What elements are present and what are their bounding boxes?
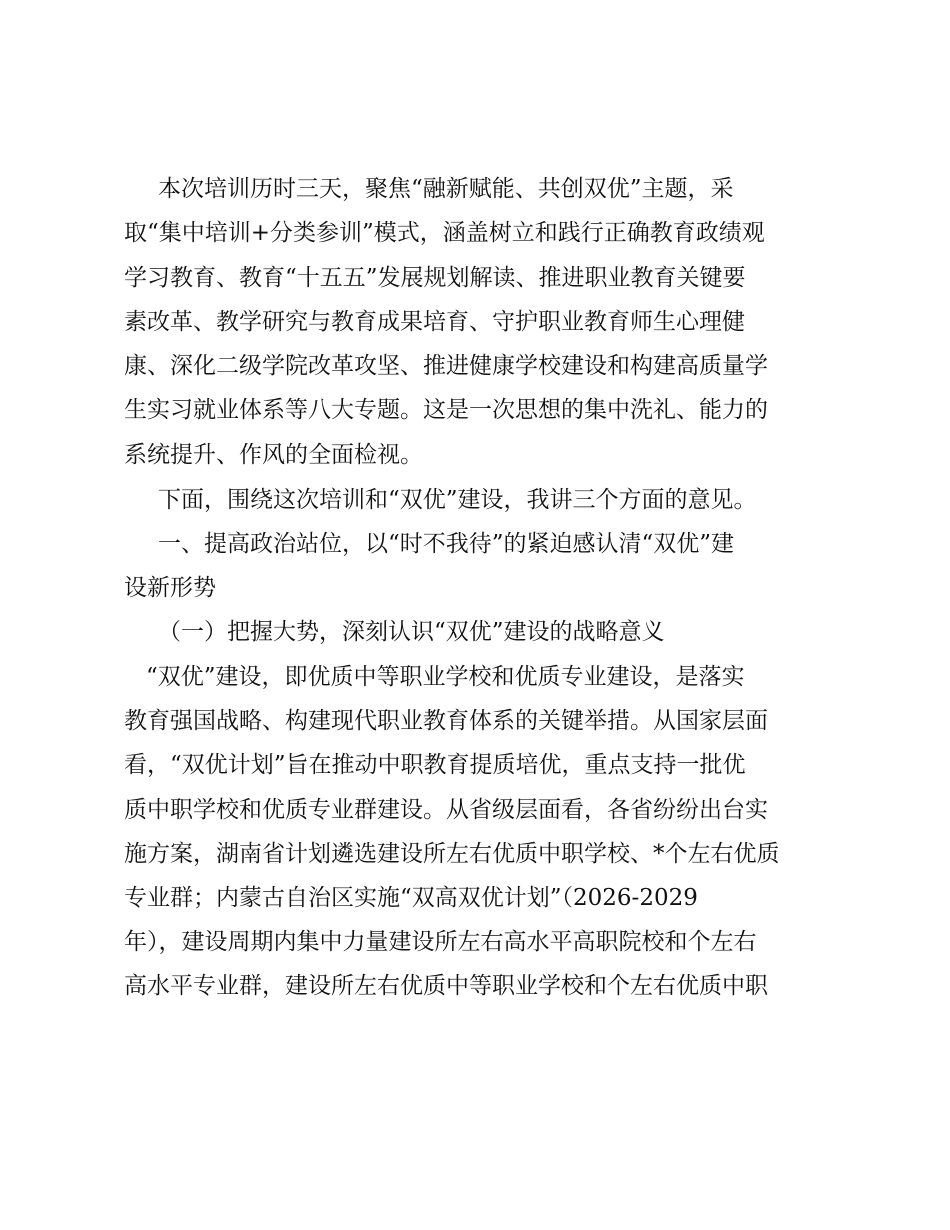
body-text-line: 年），建设周期内集中力量建设所左右高水平高职院校和个左右 (124, 929, 757, 955)
body-text-line: 学习教育、教育“十五五”发展规划解读、推进职业教育关键要 (124, 265, 746, 291)
body-text-line: 质中职学校和优质专业群建设。从省级层面看，各省纷纷出台实 (124, 797, 768, 823)
body-text-line: 专业群；内蒙古自治区实施“双高双优计划”（2026-2029 (124, 885, 698, 911)
body-text-line: 生实习就业体系等八大专题。这是一次思想的集中洗礼、能力的 (124, 397, 768, 423)
body-text-line: 高水平专业群，建设所左右优质中等职业学校和个左右优质中职 (124, 973, 768, 999)
subsection-heading: （一）把握大势，深刻认识“双优”建设的战略意义 (158, 619, 665, 645)
body-text-line: 取“集中培训+分类参训”模式，涵盖树立和践行正确教育政绩观 (124, 220, 765, 246)
body-text-line: 教育强国战略、构建现代职业教育体系的关键举措。从国家层面 (124, 708, 768, 734)
body-text-line: 康、深化二级学院改革攻坚、推进健康学校建设和构建高质量学 (124, 353, 768, 379)
body-text-line: “双优”建设，即优质中等职业学校和优质专业建设，是落实 (146, 664, 745, 690)
body-text-line: 本次培训历时三天，聚焦“融新赋能、共创双优”主题，采 (158, 176, 734, 202)
body-text-line: 看，“双优计划”旨在推动中职教育提质培优，重点支持一批优 (124, 752, 746, 778)
section-heading: 一、提高政治站位，以“时不我待”的紧迫感认清“双优”建 (158, 531, 735, 557)
body-text-line: 施方案，湖南省计划遴选建设所左右优质中职学校、*个左右优质 (124, 841, 780, 867)
body-text-line: 系统提升、作风的全面检视。 (124, 442, 423, 468)
section-heading: 设新形势 (124, 575, 216, 601)
body-text-line: 下面，围绕这次培训和“双优”建设，我讲三个方面的意见。 (158, 487, 757, 513)
body-text-line: 素改革、教学研究与教育成果培育、守护职业教育师生心理健 (124, 309, 745, 335)
